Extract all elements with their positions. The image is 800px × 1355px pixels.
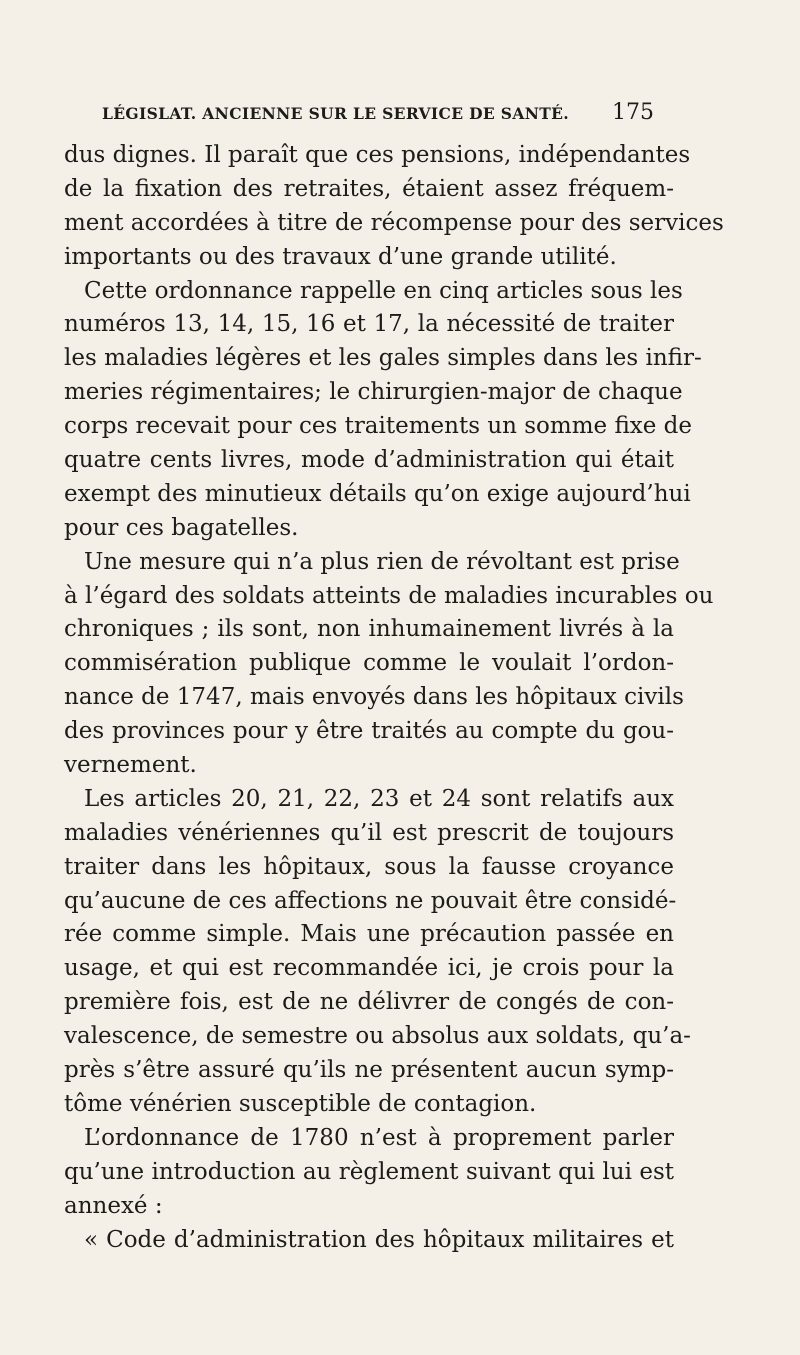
- text-line: annexé :: [64, 1192, 163, 1219]
- text-line: L’ordonnance de 1780 n’est à proprement parler: [84, 1124, 674, 1151]
- text-line: les maladies légères et les gales simples dans les infir-: [64, 345, 702, 372]
- body-text: [64, 139, 724, 1257]
- text-line: nance de 1747, mais envoyés dans les hôpitaux civils: [64, 684, 684, 711]
- text-line: commisération publique comme le voulait l’ordon-: [64, 650, 674, 677]
- running-title: LÉGISLAT. ANCIENNE SUR LE SERVICE DE SANTÉ.: [102, 104, 570, 123]
- text-line: traiter dans les hôpitaux, sous la fausse croyance: [64, 853, 674, 880]
- text-line: exempt des minutieux détails qu’on exige aujourd’hui: [64, 480, 691, 507]
- text-line: vernement.: [64, 752, 197, 779]
- text-line: à l’égard des soldats atteints de maladies incurables ou: [64, 582, 714, 609]
- text-line: ment accordées à titre de récompense pour des services: [64, 209, 724, 236]
- text-line: maladies vénériennes qu’il est prescrit de toujours: [64, 819, 674, 846]
- text-line: première fois, est de ne délivrer de congés de con-: [64, 989, 674, 1016]
- text-line: tôme vénérien susceptible de contagion.: [64, 1090, 537, 1117]
- text-line: « Code d’administration des hôpitaux militaires et: [84, 1226, 674, 1253]
- text-line: valescence, de semestre ou absolus aux soldats, qu’a-: [64, 1023, 691, 1050]
- text-line: pour ces bagatelles.: [64, 514, 299, 541]
- text-line: qu’aucune de ces affections ne pouvait être considé-: [64, 887, 677, 914]
- text-line: Une mesure qui n’a plus rien de révoltant est prise: [84, 548, 680, 575]
- text-line: des provinces pour y être traités au compte du gou-: [64, 718, 674, 745]
- text-line: qu’une introduction au règlement suivant qui lui est: [64, 1158, 674, 1185]
- text-line: importants ou des travaux d’une grande utilité.: [64, 243, 617, 270]
- text-line: quatre cents livres, mode d’administration qui était: [64, 447, 674, 474]
- text-line: de la fixation des retraites, étaient assez fréquem-: [64, 175, 674, 202]
- text-line: chroniques ; ils sont, non inhumainement livrés à la: [64, 616, 674, 643]
- text-line: numéros 13, 14, 15, 16 et 17, la nécessité de traiter: [64, 311, 674, 338]
- text-line: meries régimentaires; le chirurgien-major de chaque: [64, 379, 683, 406]
- text-line: corps recevait pour ces traitements un somme fixe de: [64, 413, 693, 440]
- running-head: [102, 100, 654, 132]
- text-line: Les articles 20, 21, 22, 23 et 24 sont relatifs aux: [84, 785, 674, 812]
- text-line: près s’être assuré qu’ils ne présentent aucun symp-: [64, 1057, 674, 1084]
- text-line: rée comme simple. Mais une précaution passée en: [64, 921, 674, 948]
- text-line: usage, et qui est recommandée ici, je crois pour la: [64, 955, 674, 982]
- text-line: dus dignes. Il paraît que ces pensions, indépendantes: [64, 142, 691, 168]
- text-line: Cette ordonnance rappelle en cinq articles sous les: [84, 277, 683, 304]
- page-number: 175: [612, 100, 654, 125]
